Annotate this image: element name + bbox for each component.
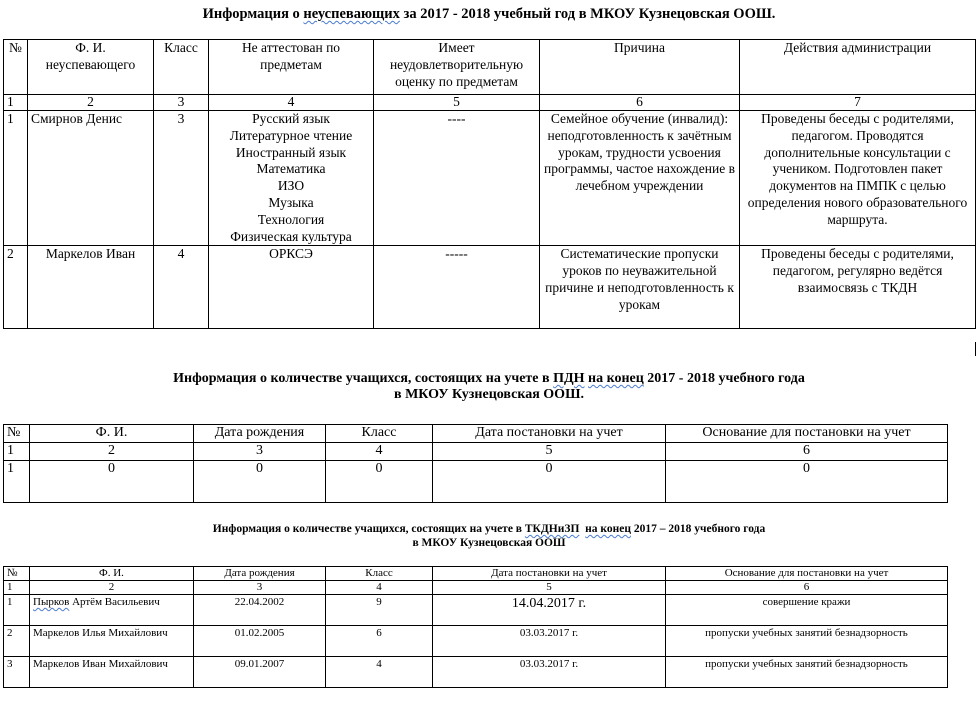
header-cell: № <box>4 40 28 95</box>
row-number: 1 <box>4 595 30 626</box>
column-number-cell: 3 <box>194 581 326 595</box>
row-number: 2 <box>4 246 28 329</box>
header-cell: Имеет неудовлетворительную оценку по предметам <box>374 40 540 95</box>
registration-date: 14.04.2017 г. <box>433 595 666 626</box>
student-name: Маркелов Иван <box>28 246 154 329</box>
header-cell: Ф. И. <box>30 567 194 581</box>
column-number-cell: 4 <box>326 581 433 595</box>
student-surname: Пырков <box>33 596 70 608</box>
column-number-cell: 4 <box>326 443 433 461</box>
row-number: 3 <box>4 657 30 688</box>
header-cell: Дата рождения <box>194 425 326 443</box>
header-cell: Действия администрации <box>740 40 976 95</box>
header-cell: Дата рождения <box>194 567 326 581</box>
header-cell: Причина <box>540 40 740 95</box>
table-row <box>4 626 948 657</box>
section1-title-part: за 2017 - 2018 учебный год в МКОУ Кузнецовская ООШ. <box>399 6 776 22</box>
header-cell: № <box>4 425 30 443</box>
table-cell: 0 <box>433 461 666 503</box>
section3-title-part: ТКДНиЗП <box>524 523 580 535</box>
administration-actions: Проведены беседы с родителями, педагогом. Проводятся дополнительные консультации с учеником. Подготовлен пакет документов на ПМПК с целью определения нового образовательного маршрута. <box>740 111 976 246</box>
birth-date: 09.01.2007 <box>194 657 326 688</box>
section1-title-part: Информация о <box>202 6 304 22</box>
header-cell: Дата постановки на учет <box>433 567 666 581</box>
failing-students-table <box>3 39 976 329</box>
section3-title-line1 <box>0 522 978 536</box>
section2-title-part: на конец <box>588 371 644 386</box>
row-number: 2 <box>4 626 30 657</box>
section3-title-line2: в МКОУ Кузнецовская ООШ <box>412 537 566 549</box>
unsatisfactory-grades: ---- <box>374 111 540 246</box>
table-row <box>4 246 976 329</box>
administration-actions: Проведены беседы с родителями, педагогом, регулярно ведётся взаимосвязь с ТКДН <box>740 246 976 329</box>
header-cell: Ф. И. неуспевающего <box>28 40 154 95</box>
header-cell: Основание для постановки на учет <box>666 425 948 443</box>
pdn-register-table <box>3 424 948 503</box>
unsatisfactory-grades: ----- <box>374 246 540 329</box>
student-given-names: Иван Михайлович <box>79 658 168 670</box>
registration-reason: пропуски учебных занятий безнадзорность <box>666 657 948 688</box>
student-given-names: Артём Васильевич <box>69 596 160 608</box>
tkdn-register-table <box>3 566 948 688</box>
section3-title-part: Информация о количестве учащихся, состоящих на учете в <box>212 523 525 535</box>
table-row <box>4 111 976 246</box>
table-header-row <box>4 40 976 95</box>
header-cell: Основание для постановки на учет <box>666 567 948 581</box>
birth-date: 01.02.2005 <box>194 626 326 657</box>
section2-title-part: 2017 - 2018 учебного года <box>643 371 805 386</box>
column-number-cell: 6 <box>666 443 948 461</box>
student-name <box>30 595 194 626</box>
column-number-row <box>4 95 976 111</box>
student-name: Смирнов Денис <box>28 111 154 246</box>
table-row <box>4 461 948 503</box>
header-cell: Не аттестован по предметам <box>209 40 374 95</box>
section1-title <box>0 6 978 22</box>
student-name <box>30 626 194 657</box>
section2-title-part: ПДН <box>553 371 585 386</box>
header-cell: Класс <box>154 40 209 95</box>
section2-title-part: Информация о количестве учащихся, состоящих на учете в <box>173 371 554 386</box>
column-number-cell: 1 <box>4 95 28 111</box>
column-number-cell: 2 <box>30 443 194 461</box>
reason: Семейное обучение (инвалид): неподготовленность к зачётным урокам, трудности усвоения программы, частое нахождение в лечебном учреждении <box>540 111 740 246</box>
table-row <box>4 595 948 626</box>
student-class: 4 <box>154 246 209 329</box>
registration-reason: совершение кражи <box>666 595 948 626</box>
student-given-names: Илья Михайлович <box>79 627 168 639</box>
column-number-cell: 5 <box>433 443 666 461</box>
section3-title-part: на конец <box>585 523 631 535</box>
column-number-cell: 3 <box>194 443 326 461</box>
column-number-cell: 5 <box>374 95 540 111</box>
table-cell: 0 <box>666 461 948 503</box>
margin-mark <box>975 342 976 356</box>
section2-title-line1 <box>0 371 978 387</box>
column-number-cell: 2 <box>30 581 194 595</box>
registration-date: 03.03.2017 г. <box>433 626 666 657</box>
column-number-cell: 1 <box>4 581 30 595</box>
registration-date: 03.03.2017 г. <box>433 657 666 688</box>
header-cell: Класс <box>326 567 433 581</box>
column-number-row <box>4 443 948 461</box>
column-number-cell: 3 <box>154 95 209 111</box>
section1-title-part: неуспевающих <box>303 6 400 22</box>
column-number-cell: 5 <box>433 581 666 595</box>
section2-title <box>0 371 978 403</box>
reason: Систематические пропуски уроков по неуважительной причине и неподготовленность к урокам <box>540 246 740 329</box>
column-number-cell: 6 <box>666 581 948 595</box>
section3-title <box>0 522 978 550</box>
table-row <box>4 657 948 688</box>
table-cell: 0 <box>326 461 433 503</box>
row-number: 1 <box>4 461 30 503</box>
not-attested-subjects: Русский язык Литературное чтение Иностранный язык Математика ИЗО Музыка Технология Физическая культура <box>209 111 374 246</box>
student-class: 3 <box>154 111 209 246</box>
student-surname: Маркелов <box>33 627 80 639</box>
birth-date: 22.04.2002 <box>194 595 326 626</box>
section2-title-line2: в МКОУ Кузнецовская ООШ. <box>394 387 584 402</box>
column-number-cell: 4 <box>209 95 374 111</box>
table-header-row <box>4 425 948 443</box>
student-class: 4 <box>326 657 433 688</box>
header-cell: Дата постановки на учет <box>433 425 666 443</box>
header-cell: Ф. И. <box>30 425 194 443</box>
student-class: 9 <box>326 595 433 626</box>
column-number-row <box>4 581 948 595</box>
not-attested-subjects: ОРКСЭ <box>209 246 374 329</box>
column-number-cell: 6 <box>540 95 740 111</box>
column-number-cell: 1 <box>4 443 30 461</box>
column-number-cell: 2 <box>28 95 154 111</box>
student-name <box>30 657 194 688</box>
table-cell: 0 <box>30 461 194 503</box>
row-number: 1 <box>4 111 28 246</box>
column-number-cell: 7 <box>740 95 976 111</box>
table-cell: 0 <box>194 461 326 503</box>
header-cell: № <box>4 567 30 581</box>
student-surname: Маркелов <box>33 658 80 670</box>
student-class: 6 <box>326 626 433 657</box>
registration-reason: пропуски учебных занятий безнадзорность <box>666 626 948 657</box>
header-cell: Класс <box>326 425 433 443</box>
section3-title-part: 2017 – 2018 учебного года <box>631 523 766 535</box>
table-header-row <box>4 567 948 581</box>
